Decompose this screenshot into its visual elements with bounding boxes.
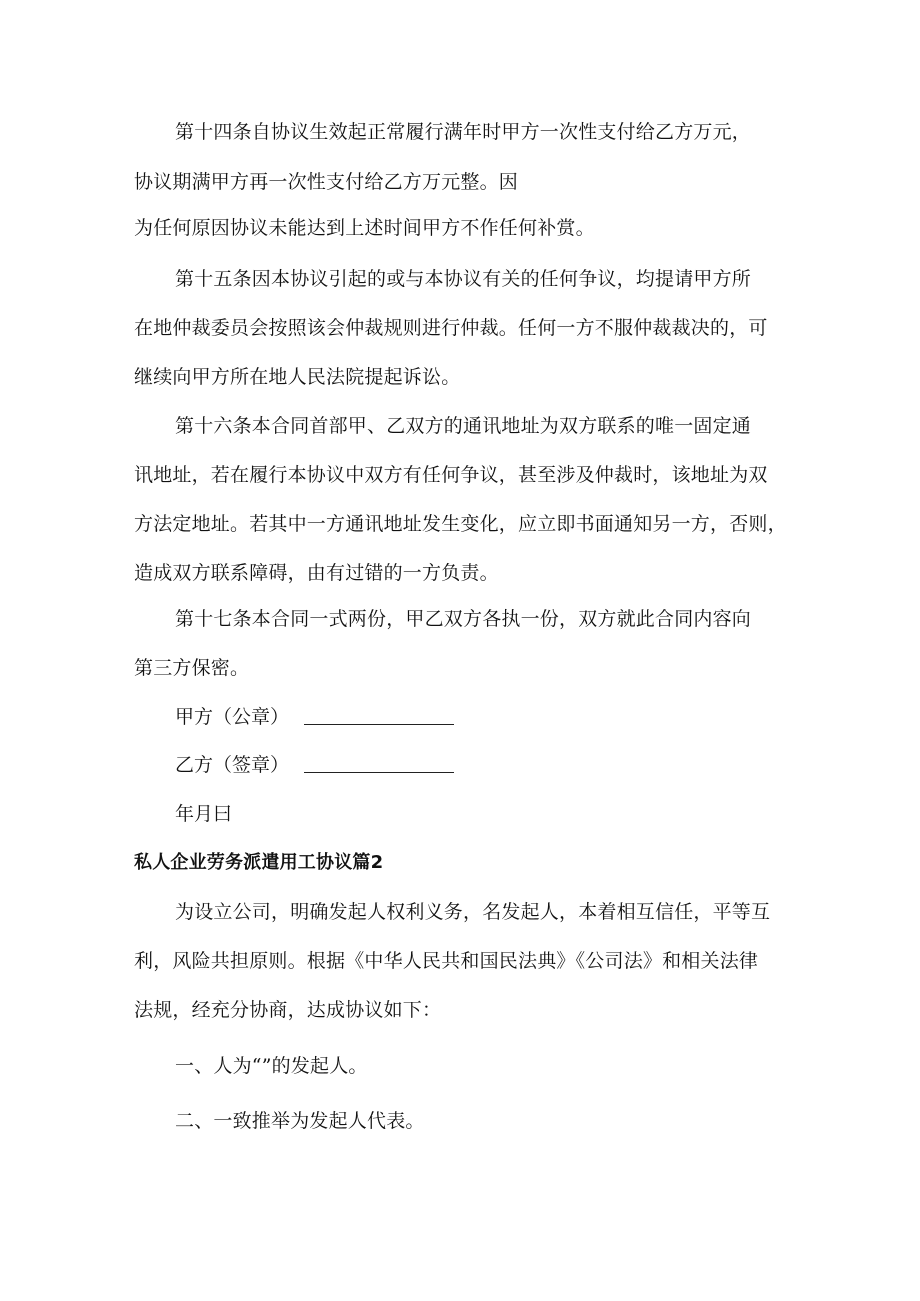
intro-line-1: 为设立公司，明确发起人权利义务，名发起人，本着相互信任，平等互	[175, 901, 771, 923]
article-15-line-2: 在地仲裁委员会按照该会仲裁规则进行仲裁。任何一方不服仲裁裁决的，可	[134, 317, 768, 339]
article-14-line-2: 协议期满甲方再一次性支付给乙方万元整。因	[134, 171, 519, 193]
party-b-signature-label: 乙方（签章）	[175, 754, 290, 776]
article-16-line-4: 造成双方联系障碍，由有过错的一方负责。	[134, 562, 499, 584]
article-17-line-2: 第三方保密。	[134, 657, 250, 679]
item-2: 二、一致推举为发起人代表。	[175, 1110, 425, 1132]
article-15-line-3: 继续向甲方所在地人民法院提起诉讼。	[134, 366, 461, 388]
party-b-signature-line	[304, 772, 454, 773]
article-16-line-2: 讯地址，若在履行本协议中双方有任何争议，甚至涉及仲裁时，该地址为双	[134, 464, 768, 486]
article-15-line-1: 第十五条因本协议引起的或与本协议有关的任何争议，均提请甲方所	[175, 268, 752, 290]
intro-line-3: 法规，经充分协商，达成协议如下：	[134, 999, 442, 1021]
article-16-line-3: 方法定地址。若其中一方通讯地址发生变化，应立即书面通知另一方，否则，	[134, 513, 787, 535]
article-17-line-1: 第十七条本合同一式两份，甲乙双方各执一份，双方就此合同内容向	[175, 608, 752, 630]
party-a-signature-line	[304, 724, 454, 725]
intro-line-2: 利，风险共担原则。根据《中华人民共和国民法典》《公司法》和相关法律	[134, 950, 759, 972]
signature-date: 年月曰	[175, 803, 233, 825]
party-a-signature-label: 甲方（公章）	[175, 706, 290, 728]
article-14-line-1: 第十四条自协议生效起正常履行满年时甲方一次性支付给乙方万元，	[175, 121, 752, 143]
section-heading: 私人企业劳务派遣用工协议篇2	[134, 852, 384, 873]
article-14-line-3: 为任何原因协议未能达到上述时间甲方不作任何补赏。	[134, 217, 595, 239]
item-1: 一、人为“”的发起人。	[175, 1055, 368, 1077]
article-16-line-1: 第十六条本合同首部甲、乙双方的通讯地址为双方联系的唯一固定通	[175, 415, 752, 437]
